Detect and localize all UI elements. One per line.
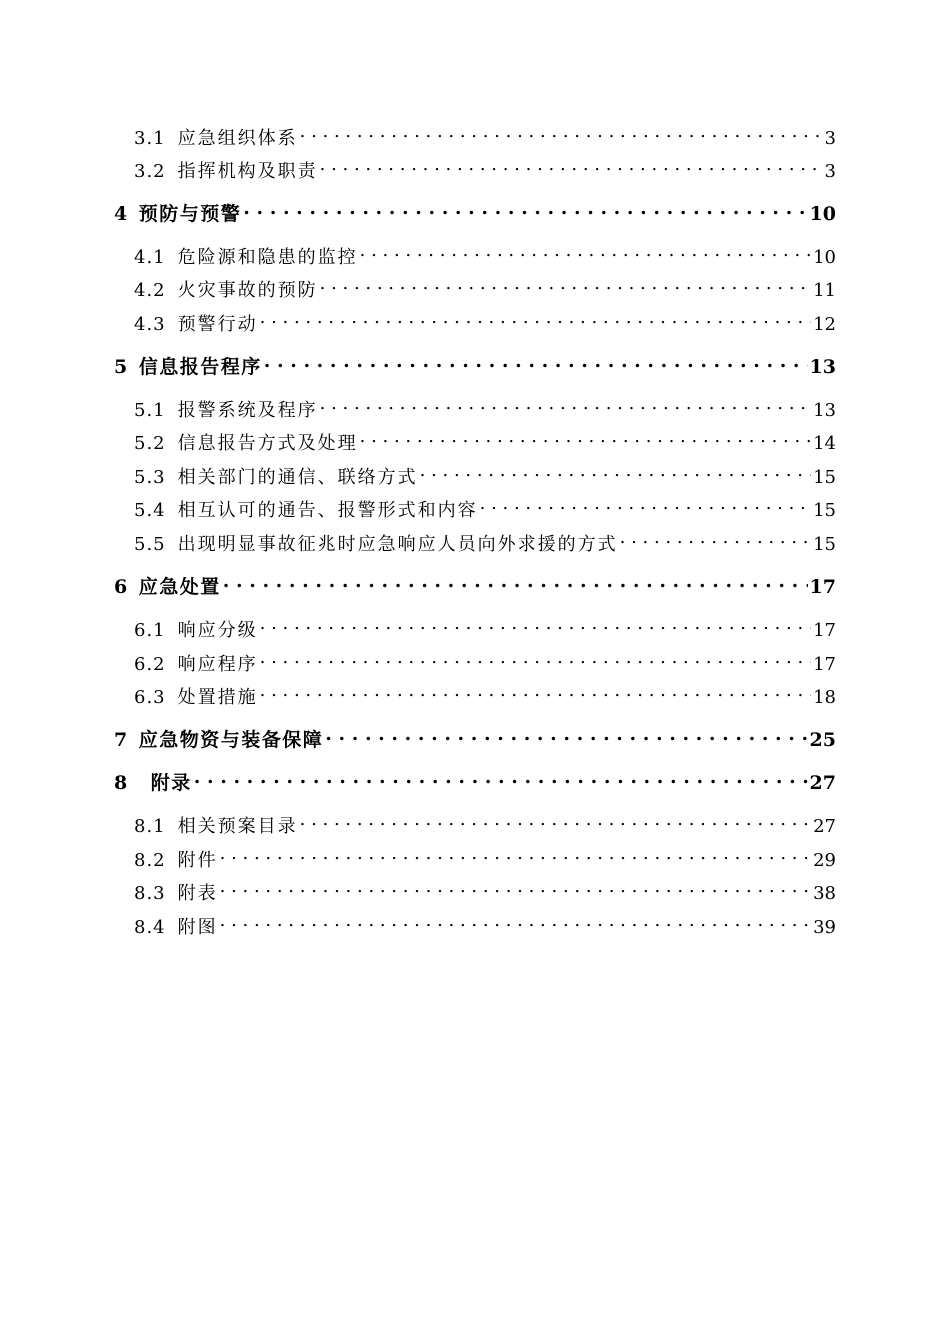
toc-entry-title: 响应分级: [177, 620, 258, 641]
toc-entry-8-2[interactable]: [134, 842, 836, 871]
dot-leader: [260, 306, 811, 330]
toc-entry-number: 5.2: [134, 433, 166, 454]
toc-entry-title: 响应程序: [177, 654, 258, 675]
toc-entry-title: 预防与预警: [138, 203, 242, 225]
toc-entry-title: 相互认可的通告、报警形式和内容: [177, 500, 478, 521]
toc-entry-number: 8.4: [134, 917, 166, 938]
toc-entry-title: 信息报告程序: [138, 356, 262, 378]
toc-entry-page: 14: [813, 433, 836, 454]
toc-entry-number: 8.1: [134, 816, 166, 837]
toc-entry-8-4[interactable]: [134, 909, 836, 938]
toc-entry-title: 附录: [150, 772, 192, 794]
toc-entry-8-1[interactable]: [134, 808, 836, 837]
dot-leader: [260, 679, 811, 703]
toc-entry-number: 4: [114, 203, 129, 225]
toc-entry-title: 处置措施: [177, 687, 258, 708]
toc-entry-title: 预警行动: [177, 314, 258, 335]
toc-entry-8[interactable]: [114, 765, 836, 794]
dot-leader: [420, 459, 811, 483]
dot-leader: [320, 392, 811, 416]
toc-entry-number: 6: [114, 576, 129, 598]
toc-entry-number: 6.2: [134, 654, 166, 675]
toc-entry-5-4[interactable]: [134, 492, 836, 521]
toc-entry-number: 5.4: [134, 500, 166, 521]
toc-entry-page: 27: [813, 816, 836, 837]
toc-entry-page: 15: [813, 467, 836, 488]
toc-entry-5-1[interactable]: [134, 392, 836, 421]
toc-entry-title: 附件: [177, 850, 218, 871]
toc-entry-8-3[interactable]: [134, 875, 836, 904]
toc-entry-page: 13: [813, 400, 836, 421]
toc-entry-number: 8.2: [134, 850, 166, 871]
dot-leader: [243, 196, 807, 220]
toc-entry-title: 附表: [177, 883, 218, 904]
toc-entry-6-2[interactable]: [134, 646, 836, 675]
toc-entry-page: 17: [809, 576, 836, 598]
toc-entry-page: 25: [809, 729, 836, 751]
toc-entry-title: 火灾事故的预防: [177, 280, 318, 301]
toc-entry-5-2[interactable]: [134, 425, 836, 454]
toc-entry-number: 5.3: [134, 467, 166, 488]
dot-leader: [220, 875, 811, 899]
toc-entry-title: 应急物资与装备保障: [138, 729, 324, 751]
toc-entry-4-3[interactable]: [134, 306, 836, 335]
toc-entry-title: 指挥机构及职责: [177, 161, 318, 182]
toc-entry-page: 29: [813, 850, 836, 871]
toc-entry-7[interactable]: [114, 722, 836, 751]
dot-leader: [260, 646, 811, 670]
toc-entry-title: 相关预案目录: [177, 816, 298, 837]
dot-leader: [220, 909, 811, 933]
toc-entry-title: 附图: [177, 917, 218, 938]
toc-entry-number: 3.2: [134, 161, 166, 182]
toc-entry-number: 6.1: [134, 620, 166, 641]
dot-leader: [223, 569, 808, 593]
dot-leader: [260, 612, 811, 636]
toc-entry-3-1[interactable]: [134, 120, 836, 149]
dot-leader: [480, 492, 811, 516]
toc-entry-number: 4.3: [134, 314, 166, 335]
dot-leader: [300, 120, 823, 144]
toc-entry-page: 38: [813, 883, 836, 904]
toc-entry-5-3[interactable]: [134, 459, 836, 488]
toc-entry-page: 17: [813, 654, 836, 675]
toc-entry-page: 3: [824, 161, 836, 182]
toc-entry-4[interactable]: [114, 196, 836, 225]
toc-entry-number: 7: [114, 729, 129, 751]
toc-entry-6[interactable]: [114, 569, 836, 598]
toc-entry-6-3[interactable]: [134, 679, 836, 708]
toc-entry-page: 27: [809, 772, 836, 794]
toc-entry-page: 18: [813, 687, 836, 708]
toc-entry-number: 8: [114, 772, 129, 794]
toc-entry-title: 出现明显事故征兆时应急响应人员向外求援的方式: [177, 534, 618, 555]
dot-leader: [320, 272, 811, 296]
toc-entry-page: 11: [813, 280, 836, 301]
toc-entry-page: 15: [813, 500, 836, 521]
dot-leader: [325, 722, 807, 746]
dot-leader: [194, 765, 808, 789]
toc-entry-3-2[interactable]: [134, 153, 836, 182]
toc-entry-number: 6.3: [134, 687, 166, 708]
dot-leader: [300, 808, 811, 832]
toc-entry-title: 信息报告方式及处理: [177, 433, 358, 454]
toc-entry-title: 报警系统及程序: [177, 400, 318, 421]
toc-entry-title: 危险源和隐患的监控: [177, 247, 358, 268]
toc-entry-page: 17: [813, 620, 836, 641]
toc-entry-number: 5: [114, 356, 129, 378]
toc-entry-title: 相关部门的通信、联络方式: [177, 467, 418, 488]
toc-entry-4-1[interactable]: [134, 239, 836, 268]
toc-entry-title: 应急处置: [138, 576, 221, 598]
dot-leader: [620, 526, 811, 550]
toc-entry-number: 5.5: [134, 534, 166, 555]
toc-entry-5-5[interactable]: [134, 526, 836, 555]
toc-entry-number: 3.1: [134, 128, 166, 149]
dot-leader: [264, 349, 808, 373]
toc-entry-number: 4.1: [134, 247, 166, 268]
toc-entry-page: 10: [809, 203, 836, 225]
toc-entry-number: 5.1: [134, 400, 166, 421]
toc-entry-4-2[interactable]: [134, 272, 836, 301]
toc-entry-page: 12: [813, 314, 836, 335]
dot-leader: [360, 425, 811, 449]
toc-entry-page: 3: [824, 128, 836, 149]
dot-leader: [220, 842, 811, 866]
toc-entry-page: 15: [813, 534, 836, 555]
toc-entry-6-1[interactable]: [134, 612, 836, 641]
dot-leader: [320, 153, 823, 177]
toc-entry-number: 4.2: [134, 280, 166, 301]
toc-entry-title: 应急组织体系: [177, 128, 298, 149]
toc-entry-page: 39: [813, 917, 836, 938]
dot-leader: [360, 239, 811, 263]
toc-entry-5[interactable]: [114, 349, 836, 378]
toc-entry-page: 13: [809, 356, 836, 378]
toc-entry-number: 8.3: [134, 883, 166, 904]
toc-entry-page: 10: [813, 247, 836, 268]
